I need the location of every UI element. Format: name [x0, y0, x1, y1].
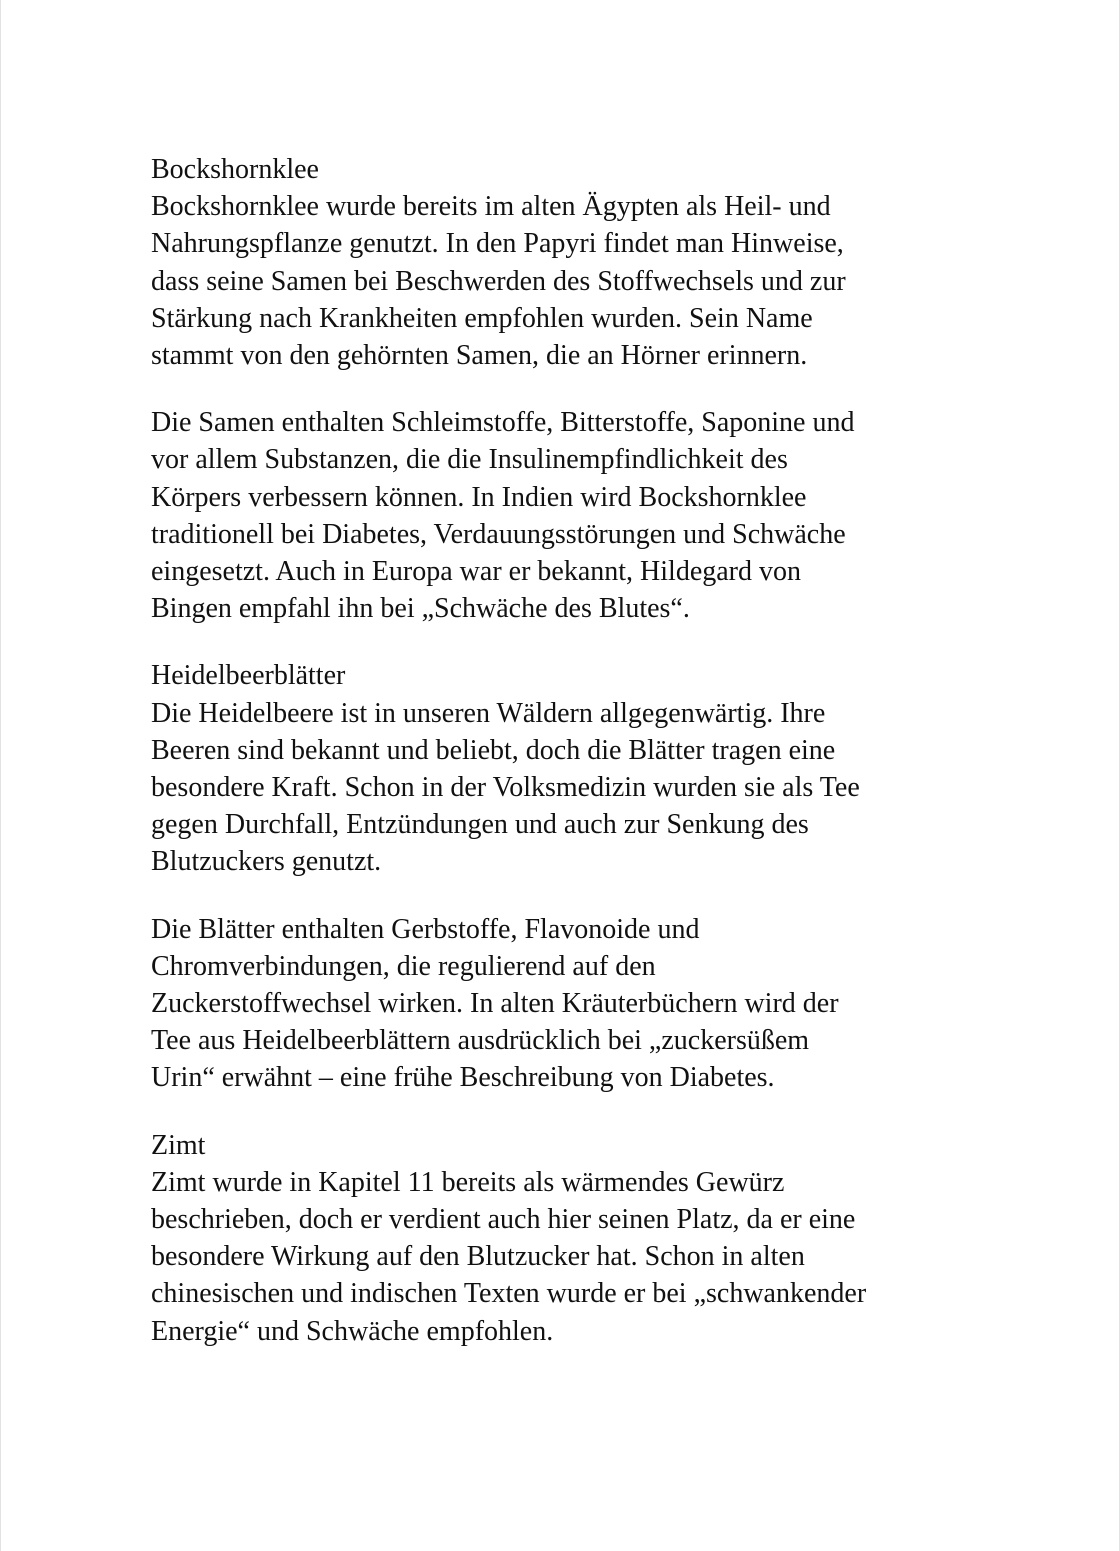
text-line: Bockshornklee wurde bereits im alten Ägypten als Heil- und [151, 191, 831, 223]
text-line: traditionell bei Diabetes, Verdauungsstörungen und Schwäche [151, 518, 846, 550]
text-line: Tee aus Heidelbeerblättern ausdrücklich bei „zuckersüßem [151, 1025, 810, 1057]
text-line: dass seine Samen bei Beschwerden des Stoffwechsels und zur [151, 265, 846, 297]
section-heading: Heidelbeerblätter [151, 660, 346, 692]
text-line: Blutzuckers genutzt. [151, 846, 382, 878]
text-line: Beeren sind bekannt und beliebt, doch die Blätter tragen eine [151, 734, 836, 766]
text-line: besondere Kraft. Schon in der Volksmedizin wurden sie als Tee [151, 772, 860, 804]
text-line: eingesetzt. Auch in Europa war er bekannt, Hildegard von [151, 556, 802, 588]
text-line: Die Heidelbeere ist in unseren Wäldern allgegenwärtig. Ihre [151, 697, 826, 729]
text-line: Stärkung nach Krankheiten empfohlen wurden. Sein Name [151, 302, 813, 334]
text-line: Bingen empfahl ihn bei „Schwäche des Blutes“. [151, 593, 690, 625]
section-heidelbeerblaetter [151, 657, 981, 1096]
section-bockshornklee [151, 151, 981, 627]
text-line: stammt von den gehörnten Samen, die an Hörner erinnern. [151, 340, 808, 372]
paragraph [151, 911, 981, 1097]
paragraph [151, 1164, 981, 1350]
text-line: Energie“ und Schwäche empfohlen. [151, 1315, 554, 1347]
document-page [151, 151, 981, 1380]
paragraph [151, 695, 981, 881]
section-zimt [151, 1127, 981, 1350]
text-line: Die Blätter enthalten Gerbstoffe, Flavonoide und [151, 913, 700, 945]
section-heading: Bockshornklee [151, 154, 319, 185]
text-line: Zimt wurde in Kapitel 11 bereits als wärmendes Gewürz [151, 1166, 785, 1198]
text-line: Körpers verbessern können. In Indien wird Bockshornklee [151, 481, 807, 513]
text-line: Chromverbindungen, die regulierend auf den [151, 950, 656, 982]
section-heading: Zimt [151, 1129, 206, 1161]
text-line: besondere Wirkung auf den Blutzucker hat. Schon in alten [151, 1241, 805, 1273]
text-line: Urin“ erwähnt – eine frühe Beschreibung von Diabetes. [151, 1062, 775, 1094]
text-line: Die Samen enthalten Schleimstoffe, Bitterstoffe, Saponine und [151, 407, 855, 439]
paragraph [151, 188, 981, 374]
text-line: Zuckerstoffwechsel wirken. In alten Kräuterbüchern wird der [151, 988, 839, 1020]
text-line: vor allem Substanzen, die die Insulinempfindlichkeit des [151, 444, 788, 476]
paragraph [151, 404, 981, 627]
text-line: beschrieben, doch er verdient auch hier seinen Platz, da er eine [151, 1204, 856, 1236]
text-line: gegen Durchfall, Entzündungen und auch zur Senkung des [151, 809, 809, 841]
text-line: chinesischen und indischen Texten wurde er bei „schwankender [151, 1278, 867, 1310]
text-line: Nahrungspflanze genutzt. In den Papyri findet man Hinweise, [151, 228, 844, 260]
